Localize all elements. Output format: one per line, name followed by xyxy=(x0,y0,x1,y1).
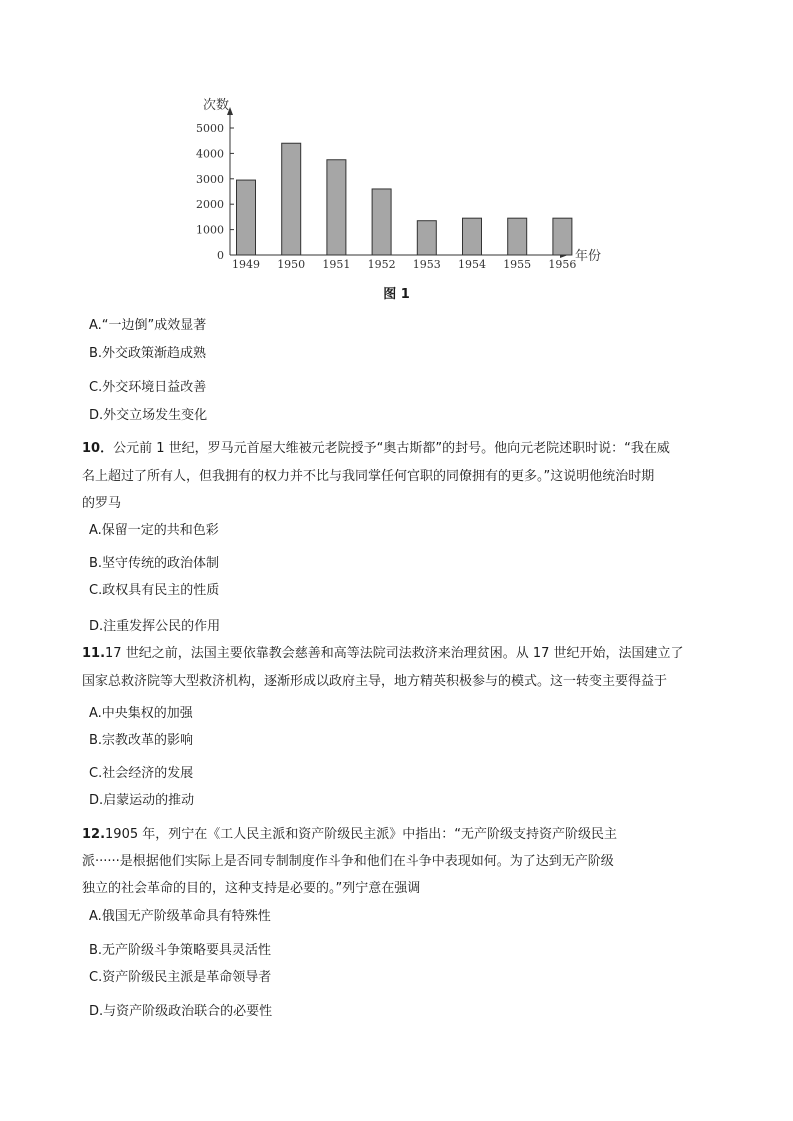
q12-option-b[interactable]: B.无产阶级斗争策略要具灵活性 xyxy=(89,943,272,958)
q11-number: 11. xyxy=(82,646,106,661)
q12-number: 12. xyxy=(82,827,106,842)
bar-1953 xyxy=(417,221,436,255)
q9-option-d[interactable]: D.外交立场发生变化 xyxy=(89,408,208,423)
q12-text-1: 1905 年，列宁在《工人民主派和资产阶级民主派》中指出：“无产阶级支持资产阶级民主 xyxy=(105,827,617,842)
figure-caption: 图 1 xyxy=(383,287,410,302)
x-tick-label: 1950 xyxy=(277,258,306,271)
bar-chart xyxy=(180,90,620,275)
y-axis-label: 次数 xyxy=(202,98,230,113)
x-tick-labels xyxy=(232,258,576,271)
y-ticks xyxy=(196,122,234,262)
q10-stem-line-3: 的罗马 xyxy=(82,496,122,511)
q10-stem-line-1 xyxy=(82,440,670,458)
q10-option-d[interactable]: D.注重发挥公民的作用 xyxy=(89,619,221,634)
q10-number: 10． xyxy=(82,441,114,456)
q9-option-a[interactable]: A.“一边倒”成效显著 xyxy=(89,318,207,333)
x-tick-label: 1951 xyxy=(322,258,351,271)
q12-stem-line-2: 派······是根据他们实际上是否同专制制度作斗争和他们在斗争中表现如何。为了达到无产阶级 xyxy=(82,854,614,869)
q12-stem-line-1 xyxy=(82,826,617,844)
q9-option-b[interactable]: B.外交政策渐趋成熟 xyxy=(89,346,207,361)
bar-1949 xyxy=(237,180,256,255)
bar-1951 xyxy=(327,160,346,255)
q12-option-d[interactable]: D.与资产阶级政治联合的必要性 xyxy=(89,1004,273,1019)
y-tick-label: 2000 xyxy=(196,198,224,212)
x-tick-label: 1956 xyxy=(548,258,577,271)
q9-option-c[interactable]: C.外交环境日益改善 xyxy=(89,380,207,395)
q12-option-c[interactable]: C.资产阶级民主派是革命领导者 xyxy=(89,970,272,985)
bar-1954 xyxy=(463,218,482,255)
q11-option-b[interactable]: B.宗教改革的影响 xyxy=(89,733,194,748)
y-tick-label: 5000 xyxy=(196,122,224,135)
q10-stem-line-2: 名上超过了所有人，但我拥有的权力并不比与我同掌任何官职的同僚拥有的更多。”这说明他统治时期 xyxy=(82,469,655,484)
bar-1950 xyxy=(282,143,301,255)
y-tick-label: 4000 xyxy=(196,147,224,161)
q10-option-b[interactable]: B.坚守传统的政治体制 xyxy=(89,556,220,571)
x-tick-label: 1949 xyxy=(232,258,260,271)
bars-group xyxy=(237,143,572,255)
q11-stem-line-2: 国家总救济院等大型救济机构，逐渐形成以政府主导，地方精英积极参与的模式。这一转变主要得益于 xyxy=(82,674,668,689)
q10-option-c[interactable]: C.政权具有民主的性质 xyxy=(89,583,220,598)
y-tick-label: 1000 xyxy=(196,223,224,237)
bar-1956 xyxy=(553,218,572,255)
q11-option-c[interactable]: C.社会经济的发展 xyxy=(89,766,194,781)
q10-option-a[interactable]: A.保留一定的共和色彩 xyxy=(89,523,219,538)
q10-text-1: 公元前 1 世纪，罗马元首屋大维被元老院授予“奥古斯都”的封号。他向元老院述职时说：“我在威 xyxy=(113,441,670,456)
x-tick-label: 1952 xyxy=(367,258,396,271)
bar-1952 xyxy=(372,189,391,255)
q11-option-d[interactable]: D.启蒙运动的推动 xyxy=(89,793,195,808)
x-tick-label: 1954 xyxy=(458,258,486,271)
q11-stem-line-1 xyxy=(82,645,684,663)
q11-text-1: 17 世纪之前，法国主要依靠教会慈善和高等法院司法救济来治理贫困。从 17 世纪开始，法国建立了 xyxy=(105,646,684,661)
y-tick-label: 3000 xyxy=(196,172,224,186)
y-tick-label: 0 xyxy=(217,249,224,262)
bar-1955 xyxy=(508,218,527,255)
q12-stem-line-3: 独立的社会革命的目的，这种支持是必要的。”列宁意在强调 xyxy=(82,881,421,896)
x-tick-label: 1955 xyxy=(503,258,532,271)
q12-option-a[interactable]: A.俄国无产阶级革命具有特殊性 xyxy=(89,909,271,924)
x-tick-label: 1953 xyxy=(412,258,441,271)
x-axis-label: 年份 xyxy=(575,249,602,264)
q11-option-a[interactable]: A.中央集权的加强 xyxy=(89,706,193,721)
